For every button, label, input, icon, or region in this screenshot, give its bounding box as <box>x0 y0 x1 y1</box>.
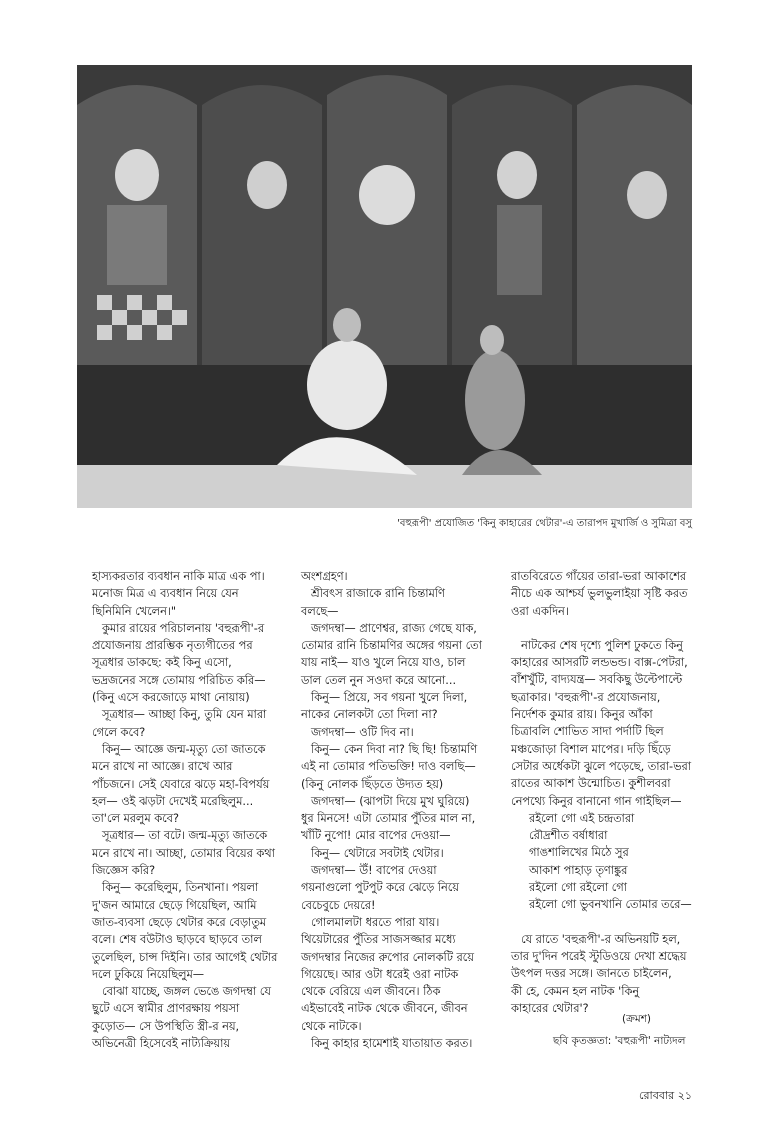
photo-caption: 'বহুরূপী' প্রযোজিত 'কিনু কাহারের থেটার'-এ তারাপদ মুখার্জি ও সুমিত্রা বসু <box>397 518 692 529</box>
text-line: মঞ্চজোড়া বিশাল মাপের। দড়ি ছিঁড়ে <box>511 742 671 756</box>
stage-photo-image <box>77 65 692 508</box>
text-line: রাতের আকাশ উন্মোচিত। কুশীলবরা <box>511 777 671 791</box>
text-line: হাস্যকরতার ব্যবধান নাকি মাত্র এক পা। <box>92 570 265 583</box>
text-line: নির্দেশক কুমার রায়। কিনুর আঁকা <box>511 708 653 722</box>
column-3 <box>511 568 703 1017</box>
text-line: নীচে এক আশ্চর্য ভুলভুলাইয়া সৃষ্টি করত <box>511 587 688 601</box>
text-line: ধুর মিনসে! এটা তোমার পুঁতির মাল না, <box>301 812 476 826</box>
text-line: এইভাবেই নাটক থেকে জীবনে, জীবন <box>301 1002 468 1016</box>
text-line: জগদম্বা— উঁ! বাপের দেওয়া <box>311 864 437 878</box>
text-line: কিনু— থেটারে সবটাই থেটার। <box>311 846 444 860</box>
text-line: কাহারের থেটার'? <box>511 1001 589 1015</box>
column-2 <box>301 568 491 1052</box>
text-line: কুড়োত— সে উপস্থিতি স্ত্রী-র নয়, <box>92 1019 240 1033</box>
text-line: কুমার রায়ের পরিচালনায় 'বহুরূপী'-র <box>102 621 265 635</box>
photo-credit: ছবি কৃতজ্ঞতা: 'বহুরূপী' নাট্যদল <box>553 1035 686 1047</box>
text-line: মনে রাখে না। আচ্ছা, তোমার বিয়ের কথা <box>92 846 275 860</box>
text-line: শ্রীবৎস রাজাকে রানি চিন্তামণি <box>311 587 445 601</box>
text-line: জগদম্বা— (ঝাপটা দিয়ে মুখ ঘুরিয়ে) <box>311 794 470 808</box>
text-line: নেপথ্যে কিনুর বানানো গান গাইছিল— <box>511 794 682 808</box>
text-line: জাত-ব্যবসা ছেড়ে থেটার করে বেড়াতুম <box>92 915 267 929</box>
text-line: এই না তোমার পতিভক্তি! দাও বলছি— <box>301 760 476 774</box>
text-line: যে রাতে 'বহুরূপী'-র অভিনয়টি হল, <box>521 932 681 946</box>
text-line: কিনু— আজ্ঞে জন্ম-মৃত্যু তো জাতকে <box>102 742 266 756</box>
text-line: মনোজ মিত্র এ ব্যবধান নিয়ে যেন <box>92 587 239 601</box>
text-line: জগদম্বা— প্রাণেশ্বর, রাজ্য গেছে যাক, <box>311 621 477 635</box>
text-line: জগদম্বার নিজের রুপোর নোলকটি রয়ে <box>301 950 474 964</box>
text-line: বেচেবুচে দেয়রে! <box>301 898 376 912</box>
text-line: তোমার রানি চিন্তামণির অঙ্গের গয়না তো <box>301 639 482 653</box>
text-line: প্রযোজনায় প্রারম্ভিক নৃত্যগীতের পর <box>92 639 253 653</box>
text-line: অংশগ্রহণ। <box>301 570 348 583</box>
text-line: কিনু— করেছিলুম, তিনখানা। পয়লা <box>102 881 259 895</box>
text-line: তার দু'দিন পরেই স্টুডিওয়ে দেখা শ্রদ্ধেয় <box>511 949 687 963</box>
text-line: গয়নাগুলো পুটপুট করে ঝেড়ে নিয়ে <box>301 881 459 895</box>
text-line: দলে ঢুকিয়ে নিয়েছিলুম— <box>92 967 205 981</box>
text-line: থেকে নাটকে। <box>301 1019 362 1033</box>
verse-line: রৌদ্রশীত বর্ষাধারা <box>529 829 608 843</box>
verse-line: রইলো গো রইলো গো <box>529 881 627 895</box>
text-line: গেলে কবে? <box>92 725 146 739</box>
text-line: জগদম্বা— ওটি দিব না। <box>311 725 414 739</box>
text-line: ডাল তেল নুন সওদা করে আনো... <box>301 673 457 687</box>
text-line: বলে। শেষ বউটাও ছাড়বে ছাড়বে তাল <box>92 933 262 947</box>
verse-line: রইলো গো এই চন্দ্রতারা <box>529 811 635 825</box>
text-line: ছত্রাকার। 'বহুরূপী'-র প্রযোজনায়, <box>511 690 661 704</box>
text-line: কিনু কাহার হামেশাই যাতায়াত করত। <box>311 1037 473 1051</box>
text-line: হল— ওই ঝড়টা দেখেই মরেছিলুম... <box>92 794 254 808</box>
text-line: কিনু— কেন দিবা না? ছি ছি! চিন্তামণি <box>311 742 478 756</box>
text-line: ছুটে এসে স্বামীর প্রাণরক্ষায় পয়সা <box>92 1002 240 1016</box>
text-line: ওরা একদিন। <box>511 604 569 618</box>
text-line: সূত্রধার— আচ্ছা কিনু, তুমি যেন মারা <box>102 708 267 722</box>
text-line: চিত্রাবলি শোভিত সাদা পর্দাটি ছিল <box>511 725 664 739</box>
text-line: সেটার অর্ধেকটা ঝুলে পড়েছে, তারা-ভরা <box>511 759 692 773</box>
text-line: মনে রাখে না আজ্ঞে। রাখে আর <box>92 760 233 774</box>
text-line: সূত্রধার ডাকছে: কই কিনু এসো, <box>92 656 232 670</box>
text-line: কী হে, কেমন হল নাটক 'কিনু <box>511 984 640 998</box>
verse-line: রইলো গো ভুবনখানি তোমার তরে— <box>529 898 692 912</box>
text-line: বোঝা যাচ্ছে, জঙ্গল ভেঙে জগদম্বা যে <box>102 985 271 999</box>
text-line: রাতবিরেতে গাঁয়ের তারা-ভরা আকাশের <box>511 570 687 583</box>
text-line: গিয়েছে। আর ওটা ধরেই ওরা নাটক <box>301 967 459 981</box>
text-line: জিজ্ঞেস করি? <box>92 864 156 878</box>
text-line: ছিনিমিনি খেলেন।" <box>92 604 177 618</box>
text-line: তা'লে মরলুম কবে? <box>92 812 179 826</box>
text-line: নাটকের শেষ দৃশ্যে পুলিশ ঢুকতে কিনু <box>521 638 683 652</box>
verse-line: গাঙশালিখের মিঠে সুর <box>529 846 629 860</box>
page-footer: রোববার ২১ <box>639 1089 692 1102</box>
text-line: খাঁটি নুপো! মোর বাপের দেওয়া— <box>301 829 451 843</box>
text-line: সূত্রধার— তা বটে। জন্ম-মৃত্যু জাতকে <box>102 829 268 843</box>
text-line: থেকে বেরিয়ে এল জীবনে। ঠিক <box>301 985 441 999</box>
text-line: উৎপল দত্তর সঙ্গে। জানতে চাইলেন, <box>511 967 672 981</box>
text-line: (কিনু নোলক ছিঁড়তে উদ্যত হয়) <box>301 777 444 791</box>
text-line: পাঁচজনে। সেই যেবারে ঝড়ে মহা-বিপর্যয় <box>92 777 270 791</box>
text-line: গোলমালটা ধরতে পারা যায়। <box>311 915 440 929</box>
text-line: (কিনু এসে করজোড়ে মাথা নোয়ায়) <box>92 691 250 705</box>
to-be-continued: (ক্রমশ) <box>622 1013 652 1025</box>
stage-photo <box>77 65 692 508</box>
verse-line: আকাশ পাহাড় তৃণাঙ্কুর <box>529 863 628 877</box>
text-line: যায় নাই— যাও খুলে নিয়ে যাও, চাল <box>301 656 466 670</box>
text-line: তুলেছিল, চান্স দিইনি। তার আগেই থেটার <box>92 950 278 964</box>
text-line: কাহারের আসরটি লন্ডভন্ড। বাক্স-পেটরা, <box>511 656 688 670</box>
text-line: ভদ্রজনের সঙ্গে তোমায় পরিচিত করি— <box>92 673 266 687</box>
text-line: বাঁশখুঁটি, বাদ্যযন্ত্র— সবকিছু উল্টেপাল্টে <box>511 673 683 687</box>
text-line: নাকের নোলকটা তো দিলা না? <box>301 708 438 722</box>
text-line: দু'জন আমারে ছেড়ে গিয়েছিল, আমি <box>92 898 257 912</box>
text-line: কিনু— প্রিয়ে, সব গয়না খুলে দিলা, <box>311 691 468 705</box>
text-line: থিয়েটারের পুঁতির সাজসজ্জার মধ্যে <box>301 933 456 947</box>
text-line: বলছে— <box>301 604 339 618</box>
text-line: অভিনেত্রী হিসেবেই নাট্যক্রিয়ায় <box>92 1037 231 1051</box>
column-1 <box>92 568 278 1052</box>
